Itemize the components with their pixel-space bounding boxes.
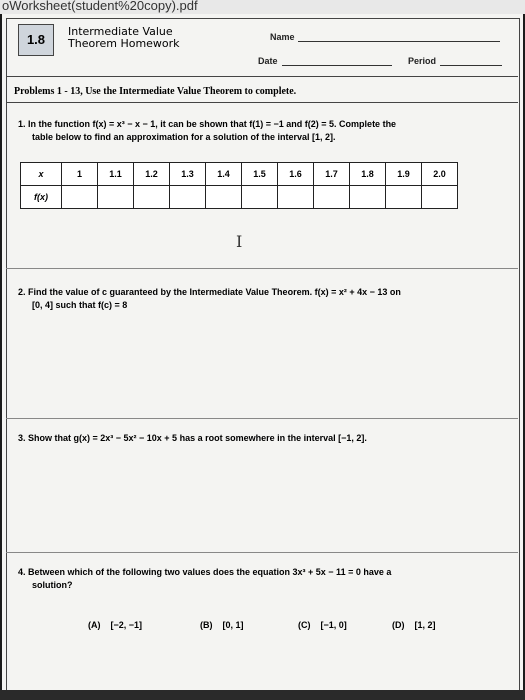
x-value: 1.5 xyxy=(242,163,278,186)
fx-cell[interactable] xyxy=(422,186,458,209)
choice-c[interactable] xyxy=(298,620,347,630)
x-value: 1.2 xyxy=(134,163,170,186)
choice-letter: (D) xyxy=(392,620,405,630)
instructions-divider xyxy=(6,102,518,103)
choice-letter: (B) xyxy=(200,620,213,630)
choice-value: [−1, 0] xyxy=(320,620,347,630)
instructions: Problems 1 - 13, Use the Intermediate Value Theorem to complete. xyxy=(14,86,297,97)
question-2-line-2: [0, 4] such that f(c) = 8 xyxy=(32,300,128,310)
choice-value: [1, 2] xyxy=(414,620,436,630)
question-divider xyxy=(6,268,518,269)
worksheet-title xyxy=(68,26,180,50)
choice-a[interactable] xyxy=(88,620,142,630)
x-row xyxy=(21,163,458,186)
x-value: 1.8 xyxy=(350,163,386,186)
name-field[interactable] xyxy=(298,41,500,42)
fx-cell[interactable] xyxy=(242,186,278,209)
x-value: 1.3 xyxy=(170,163,206,186)
header-divider xyxy=(6,76,518,77)
x-value: 1.6 xyxy=(278,163,314,186)
fx-cell[interactable] xyxy=(350,186,386,209)
choice-letter: (A) xyxy=(88,620,101,630)
fx-cell[interactable] xyxy=(206,186,242,209)
choice-b[interactable] xyxy=(200,620,244,630)
period-field[interactable] xyxy=(440,65,502,66)
fx-cell[interactable] xyxy=(170,186,206,209)
period-label: Period xyxy=(408,56,437,66)
x-value: 1.1 xyxy=(98,163,134,186)
question-3: 3. Show that g(x) = 2x³ − 5x² − 10x + 5 has a root somewhere in the interval [−1, 2]. xyxy=(18,433,367,443)
x-value: 1 xyxy=(62,163,98,186)
name-label: Name xyxy=(270,32,295,42)
fx-cell[interactable] xyxy=(314,186,350,209)
fx-cell[interactable] xyxy=(278,186,314,209)
question-divider xyxy=(6,418,518,419)
question-divider xyxy=(6,552,518,553)
question-2 xyxy=(18,286,498,312)
choice-letter: (C) xyxy=(298,620,311,630)
question-1-line-2: table below to find an approximation for a solution of the interval [1, 2]. xyxy=(32,132,336,142)
section-number: 1.8 xyxy=(18,24,54,56)
x-value: 2.0 xyxy=(422,163,458,186)
question-1-line-1: 1. In the function f(x) = x³ − x − 1, it can be shown that f(1) = −1 and f(2) = 5. Complete the xyxy=(18,119,397,129)
question-1 xyxy=(18,118,498,144)
fx-row xyxy=(21,186,458,209)
title-line-2: Theorem Homework xyxy=(68,37,180,50)
x-value: 1.9 xyxy=(386,163,422,186)
x-value: 1.4 xyxy=(206,163,242,186)
x-header: x xyxy=(21,163,62,186)
choice-value: [−2, −1] xyxy=(110,620,143,630)
title-line-1: Intermediate Value xyxy=(68,25,173,38)
date-label: Date xyxy=(258,56,278,66)
fx-cell[interactable] xyxy=(134,186,170,209)
x-value: 1.7 xyxy=(314,163,350,186)
photo-edge xyxy=(0,690,525,700)
fx-cell[interactable] xyxy=(386,186,422,209)
fx-cell[interactable] xyxy=(98,186,134,209)
fx-header: f(x) xyxy=(21,186,62,209)
question-4-line-2: solution? xyxy=(32,580,73,590)
window-title: oWorksheet(student%20copy).pdf xyxy=(0,0,525,14)
question-4-line-1: 4. Between which of the following two values does the equation 3x³ + 5x − 11 = 0 have a xyxy=(18,567,392,577)
choice-value: [0, 1] xyxy=(222,620,244,630)
date-field[interactable] xyxy=(282,65,392,66)
fx-cell[interactable] xyxy=(62,186,98,209)
question-2-line-1: 2. Find the value of c guaranteed by the Intermediate Value Theorem. f(x) = x² + 4x − 13 on xyxy=(18,287,401,297)
choice-d[interactable] xyxy=(392,620,436,630)
values-table xyxy=(20,162,458,209)
text-cursor-icon: I xyxy=(236,232,243,251)
question-4 xyxy=(18,566,498,592)
